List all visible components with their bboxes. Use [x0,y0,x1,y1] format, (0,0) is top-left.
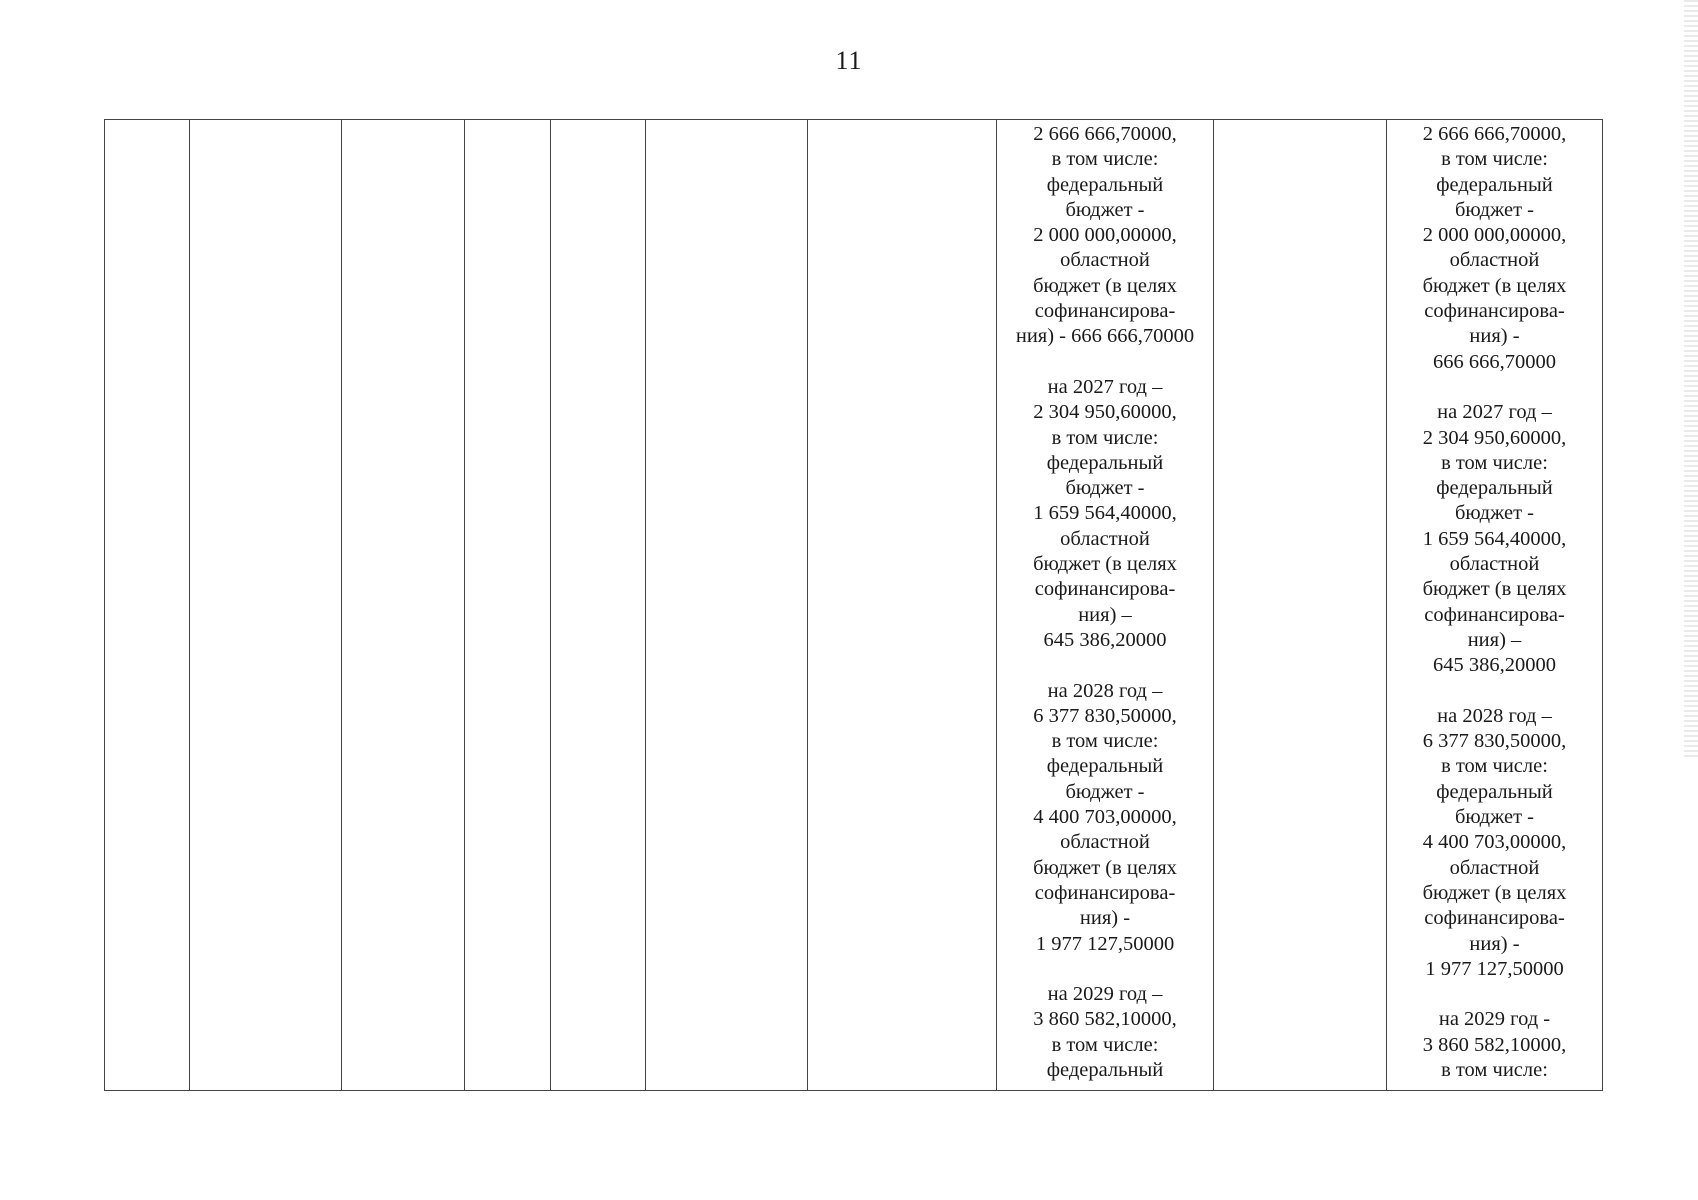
table-cell-d [465,120,551,1091]
table-cell-g [808,120,997,1091]
scan-edge-artifact [1684,0,1698,760]
table-row [105,120,1603,1091]
table-cell-c [342,120,465,1091]
table-cell-j [1387,120,1603,1091]
table-cell-i [1214,120,1387,1091]
table-cell-f [646,120,808,1091]
budget-table [104,119,1603,1091]
funding-amounts-text-duplicate: 2 666 666,70000, в том числе: федеральный бюджет - 2 000 000,00000, областной бюджет (в целях софинансирова- ния) - 666 666,70000 на 2027 год – 2 304 950,60000, в том числе: федеральный бюджет - 1 659 564,40000, областной бюджет (в целях софинансирова- ния) – 645 386,20000 на 2028 год – 6 377 830,50000, в том числе: федеральный бюджет - 4 400 703,00000, областной бюджет (в целях софинансирова- ния) - 1 977 127,50000 на 2029 год - 3 860 582,10000, в том числе: [1422,123,1567,1081]
funding-amounts-text: 2 666 666,70000, в том числе: федеральный бюджет - 2 000 000,00000, областной бюджет (в целях софинансирова- ния) - 666 666,70000 на 2027 год – 2 304 950,60000, в том числе: федеральный бюджет - 1 659 564,40000, областной бюджет (в целях софинансирова- ния) – 645 386,20000 на 2028 год – 6 377 830,50000, в том числе: федеральный бюджет - 4 400 703,00000, областной бюджет (в целях софинансирова- ния) - 1 977 127,50000 на 2029 год – 3 860 582,10000, в том числе: федеральный [1015,123,1195,1081]
table-cell-h [997,120,1214,1091]
table-cell-a [105,120,190,1091]
table-cell-b [190,120,342,1091]
table-cell-e [551,120,646,1091]
page-number: 11 [835,46,863,75]
